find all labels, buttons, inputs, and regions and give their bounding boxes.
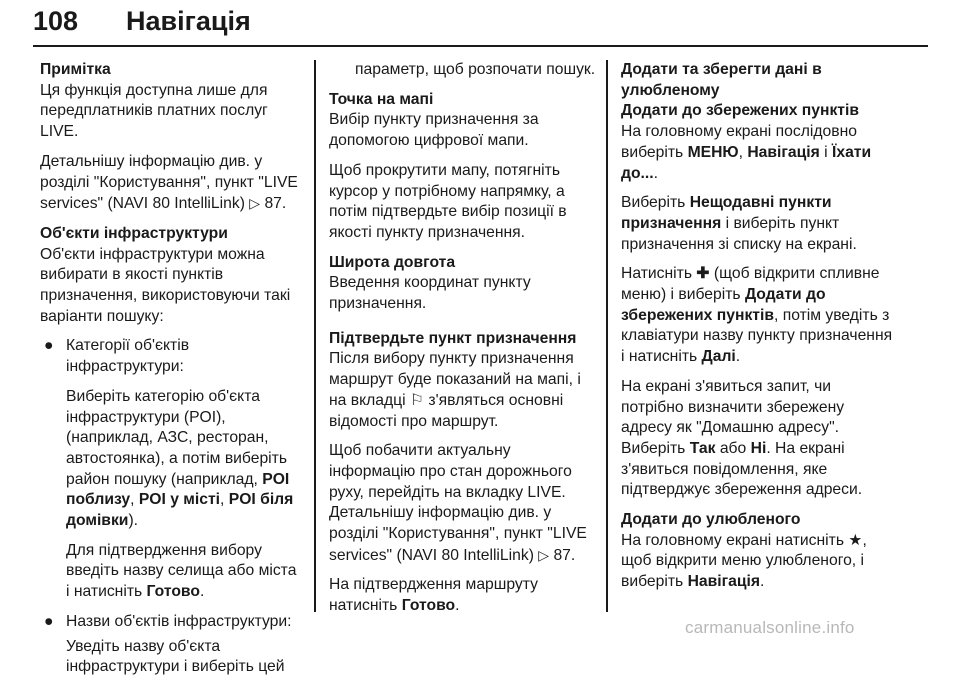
bullet-icon: ● (44, 612, 54, 630)
saved-heading: Додати до збережених пунктів (621, 102, 859, 120)
bullet-icon: ● (44, 337, 54, 355)
fav-text: На головному екрані натисніть ★, щоб відкрити меню улюбленого, і виберіть Навігація. (621, 531, 867, 591)
header-rule (33, 45, 928, 47)
column-divider (314, 60, 316, 612)
confirm-heading: Підтвердьте пункт призначення (329, 329, 577, 347)
bullet-body: Уведіть назву об'єкта інфраструктури і виберіть цей (66, 637, 285, 676)
reference-arrow-icon: ▷ (249, 195, 261, 212)
bullet-title: Назви об'єктів інфраструктури: (66, 612, 292, 630)
plus-icon: ✚ (696, 265, 710, 283)
recent-text: Виберіть Нещодавні пункти призначення і виберіть пункт призначення зі списку на екрані. (621, 194, 857, 253)
traffic-text: Щоб побачити актуальну інформацію про стан дорожнього руху, перейдіть на вкладку LIVE. Детальнішу інформацію див. у розділі "Користування", пункт "LIVE services" (NAVI 80 IntelliLink) ▷ 87. (329, 442, 587, 564)
map-heading: Точка на мапі (329, 90, 434, 108)
bullet-confirm: Для підтвердження вибору введіть назву селища або міста і натисніть Готово. (66, 541, 297, 601)
poi-intro: Об'єкти інфраструктури можна вибирати в якості пунктів призначення, використовуючи такі варіанти пошуку: (40, 245, 291, 325)
column-1 (40, 60, 304, 687)
column-2 (329, 60, 597, 626)
save-heading: Додати та зберегти дані в улюбленому (621, 61, 822, 99)
saved-text: На головному екрані послідовно виберіть МЕНЮ, Навігація і Їхати до.... (621, 123, 872, 182)
list-item (40, 336, 304, 602)
latlon-text: Введення координат пункту призначення. (329, 274, 531, 313)
prompt-text: На екрані з'явиться запит, чи потрібно визначити збережену адресу як "Домашню адресу". Виберіть Так або Ні. На екрані з'явиться повідомлення, яке підтверджує збереження адреси. (621, 377, 863, 499)
column-3 (621, 60, 896, 602)
flag-icon: ⚐ (409, 391, 425, 409)
star-icon: ★ (848, 531, 863, 549)
page-number: 108 (33, 6, 79, 36)
poi-heading: Об'єкти інфраструктури (40, 224, 228, 242)
map-text: Вибір пункту призначення за допомогою цифрової мапи. (329, 111, 539, 150)
note-text: Ця функція доступна лише для передплатників платних послуг LIVE. (40, 81, 268, 141)
watermark: carmanualsonline.info (685, 618, 855, 637)
note-heading: Примітка (40, 61, 111, 78)
map-text-2: Щоб прокрутити мапу, потягніть курсор у потрібному напрямку, а потім підтвердьте вибір позиції в якості пункту призначення. (329, 161, 567, 241)
more-info-paragraph: Детальнішу інформацію див. у розділі "Користування", пункт "LIVE services" (NAVI 80 IntelliLink) ▷ 87. (40, 152, 298, 213)
page-header (33, 0, 933, 44)
press-text: Натисніть ✚ (щоб відкрити спливне меню) і виберіть Додати до збережених пунктів, потім уведіть з клавіатури назву пункту призначення і натисніть Далі. (621, 265, 893, 366)
fav-heading: Додати до улюбленого (621, 511, 801, 529)
route-confirm-text: На підтвердження маршруту натисніть Готово. (329, 576, 538, 615)
column-divider (606, 60, 608, 612)
bullet-body: Виберіть категорію об'єкта інфраструктури (POI), (наприклад, АЗС, ресторан, автостоянка), а потім виберіть район пошуку (наприклад, POI поблизу, POI у місті, POI біля домівки). (66, 387, 294, 530)
latlon-heading: Широта довгота (329, 253, 456, 271)
reference-arrow-icon: ▷ (538, 546, 550, 563)
page-title: Навігація (126, 6, 251, 36)
confirm-text: Після вибору пункту призначення маршрут буде показаний на мапі, і на вкладці ⚐ з'являться основні відомості про маршрут. (329, 350, 581, 430)
continued-text: параметр, щоб розпочати пошук. (355, 61, 596, 78)
bullet-title: Категорії об'єктів інфраструктури: (66, 337, 190, 376)
list-item (40, 612, 304, 678)
